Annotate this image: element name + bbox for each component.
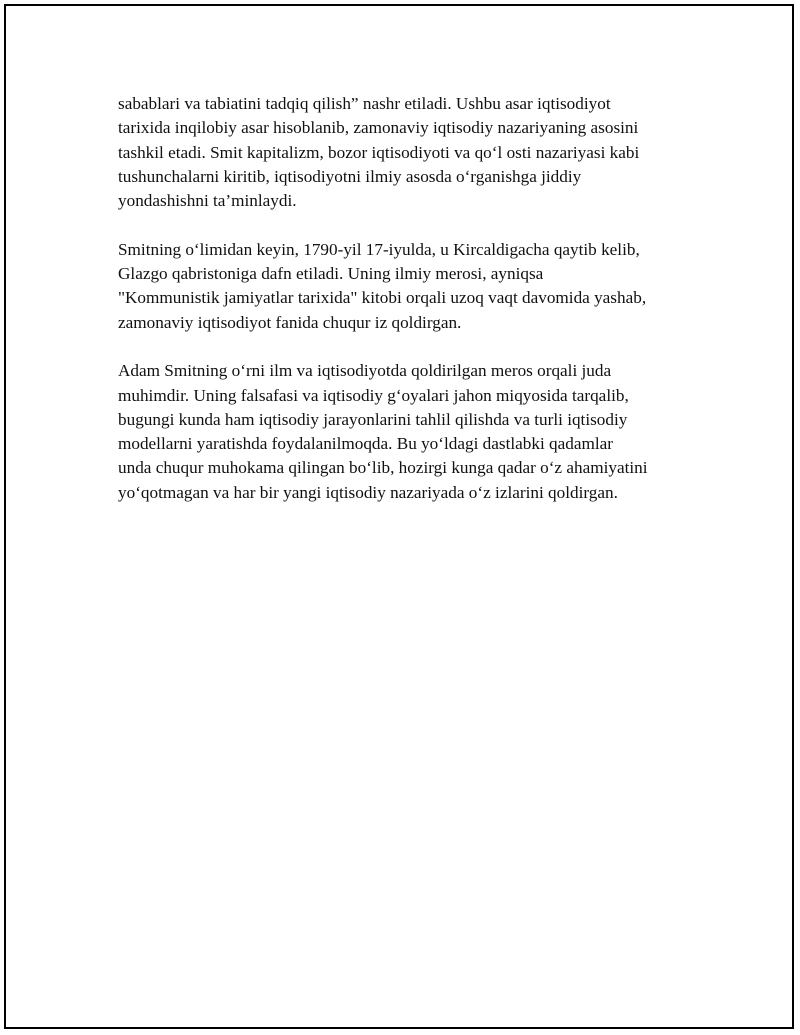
- paragraph-3: [118, 359, 688, 505]
- paragraph-line: Glazgo qabristoniga dafn etiladi. Uning ilmiy merosi, ayniqsa: [118, 264, 544, 284]
- paragraph-line: yondashishni ta’minlaydi.: [118, 191, 297, 211]
- paragraph-line: tushunchalarni kiritib, iqtisodiyotni ilmiy asosda o‘rganishga jiddiy: [118, 166, 582, 186]
- paragraph-2: [118, 238, 688, 335]
- paragraph-line: sabablari va tabiatini tadqiq qilish” nashr etiladi. Ushbu asar iqtisodiyot: [118, 94, 611, 113]
- paragraph-line: yo‘qotmagan va har bir yangi iqtisodiy nazariyada o‘z izlarini qoldirgan.: [118, 482, 618, 502]
- paragraph-line: Adam Smitning o‘rni ilm va iqtisodiyotda qoldirilgan meros orqali juda: [118, 361, 612, 381]
- paragraph-line: tashkil etadi. Smit kapitalizm, bozor iqtisodiyoti va qo‘l osti nazariyasi kabi: [118, 142, 640, 162]
- paragraph-line: tarixida inqilobiy asar hisoblanib, zamonaviy iqtisodiy nazariyaning asosini: [118, 118, 639, 138]
- paragraph-line: modellarni yaratishda foydalanilmoqda. Bu yo‘ldagi dastlabki qadamlar: [118, 434, 613, 454]
- paragraph-line: "Kommunistik jamiyatlar tarixida" kitobi orqali uzoq vaqt davomida yashab,: [118, 288, 647, 308]
- paragraph-1: [118, 92, 688, 213]
- paragraph-line: bugungi kunda ham iqtisodiy jarayonlarini tahlil qilishda va turli iqtisodiy: [118, 409, 628, 429]
- paragraph-line: zamonaviy iqtisodiyot fanida chuqur iz qoldirgan.: [118, 312, 462, 332]
- paragraph-line: muhimdir. Uning falsafasi va iqtisodiy g‘oyalari jahon miqyosida tarqalib,: [118, 385, 629, 405]
- document-body: [118, 92, 688, 529]
- paragraph-line: Smitning o‘limidan keyin, 1790-yil 17-iyulda, u Kircaldigacha qaytib kelib,: [118, 239, 640, 259]
- paragraph-line: unda chuqur muhokama qilingan bo‘lib, hozirgi kunga qadar o‘z ahamiyatini: [118, 458, 648, 478]
